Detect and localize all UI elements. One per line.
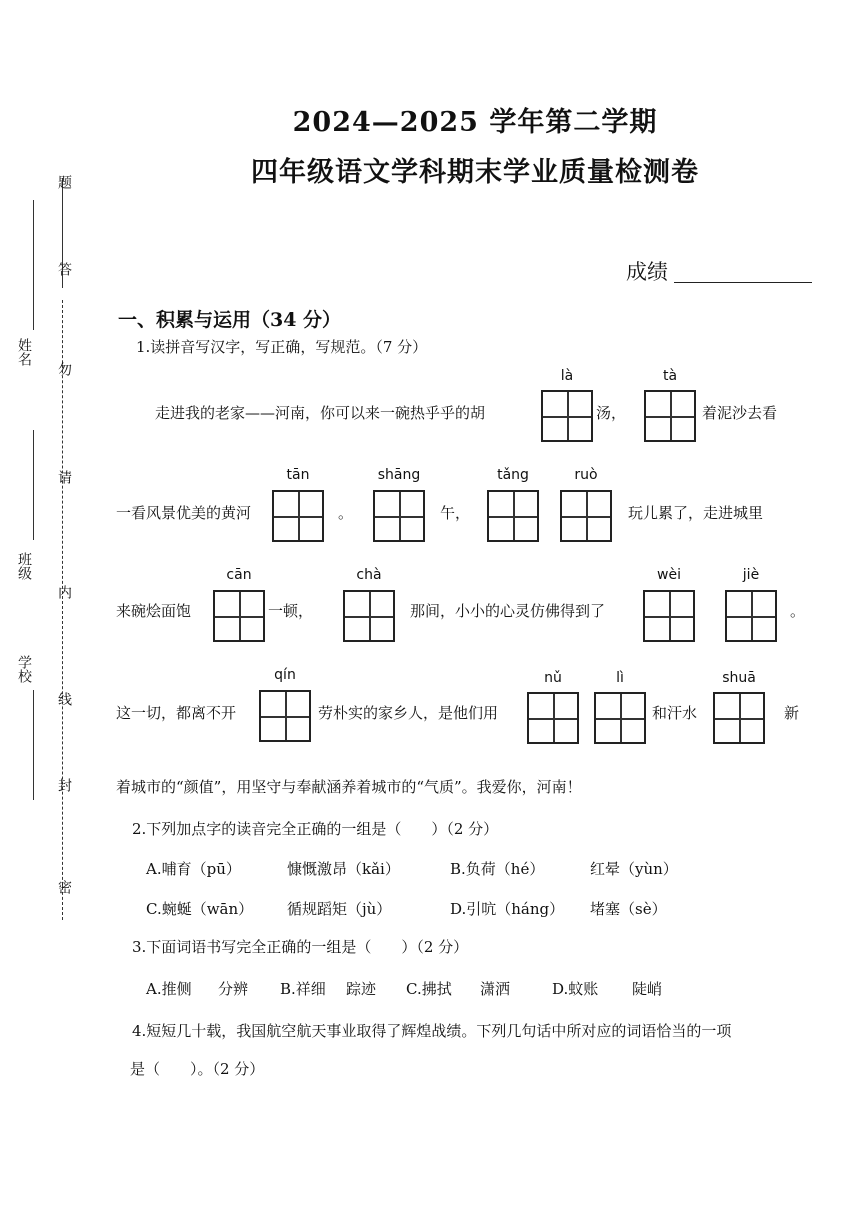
option-d[interactable]: D.蚊账: [552, 980, 599, 998]
writing-grid-box[interactable]: [343, 590, 395, 642]
question-3-prompt: 3.下面词语书写完全正确的一组是（ ）（2 分）: [132, 938, 469, 956]
passage-text: 。: [790, 602, 806, 620]
seal-word: 勿: [56, 362, 72, 376]
pinyin-label: tān: [286, 467, 310, 483]
seal-word: 请: [56, 470, 72, 484]
writing-grid-box[interactable]: [373, 490, 425, 542]
option-c[interactable]: C.拂拭: [406, 980, 452, 998]
question-4-prompt-cont: 是（ ）。（2 分）: [130, 1060, 265, 1078]
writing-grid-box[interactable]: [594, 692, 646, 744]
writing-grid-box[interactable]: [560, 490, 612, 542]
writing-grid-box[interactable]: [527, 692, 579, 744]
score-label: 成绩: [626, 260, 668, 284]
writing-grid-box[interactable]: [541, 390, 593, 442]
exam-title-line2: 四年级语文学科期末学业质量检测卷: [251, 157, 699, 188]
passage-text: 午，: [440, 504, 471, 522]
passage-text: 着泥沙去看: [702, 404, 778, 422]
option-a-word: 慷慨激昂（kǎi）: [287, 860, 400, 878]
exam-title-line1: 2024—2025 学年第二学期: [292, 107, 658, 138]
option-d-word: 堵塞（sè）: [590, 900, 667, 918]
pinyin-label: jiè: [742, 567, 760, 583]
seal-word: 内: [56, 585, 72, 599]
seal-word: 线: [56, 692, 72, 706]
score-input-line[interactable]: [674, 282, 812, 283]
passage-text: 。: [338, 504, 354, 522]
school-field-line[interactable]: [33, 690, 34, 800]
writing-grid-box[interactable]: [644, 390, 696, 442]
writing-grid-box[interactable]: [725, 590, 777, 642]
class-field-line[interactable]: [33, 430, 34, 540]
pinyin-label: wèi: [657, 567, 681, 583]
pinyin-label: lì: [616, 670, 624, 686]
option-b[interactable]: B.祥细: [280, 980, 326, 998]
option-a[interactable]: A.推侧: [146, 980, 192, 998]
question-1-prompt: 1.读拼音写汉字，写正确，写规范。（7 分）: [136, 338, 428, 356]
passage-text: 玩儿累了，走进城里: [628, 504, 764, 522]
pinyin-label: nǔ: [544, 670, 562, 686]
pinyin-label: chà: [356, 567, 382, 583]
pinyin-label: cān: [226, 567, 252, 583]
passage-text: 走进我的老家——河南，你可以来一碗热乎乎的胡: [155, 404, 486, 422]
option-b-word: 踪迹: [346, 980, 377, 998]
seal-word: 答: [56, 262, 72, 276]
passage-text: 新: [784, 704, 800, 722]
seal-word: 封: [56, 778, 72, 792]
option-d-word: 陡峭: [632, 980, 663, 998]
option-c-word: 循规蹈矩（jù）: [287, 900, 392, 918]
class-field-label: 班级: [16, 552, 32, 580]
option-d[interactable]: D.引吭（háng）: [450, 900, 565, 918]
passage-text: 和汗水: [652, 704, 698, 722]
pinyin-label: là: [560, 368, 574, 384]
option-b[interactable]: B.负荷（hé）: [450, 860, 545, 878]
name-field-label: 姓名: [16, 338, 32, 366]
option-b-word: 红晕（yùn）: [590, 860, 678, 878]
passage-text: 劳朴实的家乡人，是他们用: [318, 704, 499, 722]
writing-grid-box[interactable]: [713, 692, 765, 744]
writing-grid-box[interactable]: [213, 590, 265, 642]
question-2-prompt: 2.下列加点字的读音完全正确的一组是（ ）（2 分）: [132, 820, 499, 838]
pinyin-label: tà: [662, 368, 678, 384]
question-4-prompt: 4.短短几十载，我国航空航天事业取得了辉煌战绩。下列几句话中所对应的词语恰当的一项: [132, 1022, 732, 1040]
writing-grid-box[interactable]: [643, 590, 695, 642]
seal-word: 题: [56, 175, 72, 189]
writing-grid-box[interactable]: [272, 490, 324, 542]
option-c[interactable]: C.蜿蜒（wān）: [146, 900, 254, 918]
pinyin-label: tǎng: [497, 467, 529, 483]
margin-dashed-rule: [62, 300, 63, 920]
section-heading: 一、积累与运用（34 分）: [118, 309, 342, 331]
pinyin-label: qín: [274, 667, 296, 683]
name-field-line[interactable]: [33, 200, 34, 330]
passage-text: 着城市的“颜值”，用坚守与奉献涵养着城市的“气质”。我爱你，河南！: [116, 778, 582, 796]
passage-text: 汤，: [596, 404, 627, 422]
writing-grid-box[interactable]: [259, 690, 311, 742]
passage-text: 一看风景优美的黄河: [116, 504, 252, 522]
writing-grid-box[interactable]: [487, 490, 539, 542]
passage-text: 来碗烩面饱: [116, 602, 192, 620]
option-a-word: 分辨: [218, 980, 249, 998]
passage-text: 那间，小小的心灵仿佛得到了: [410, 602, 606, 620]
pinyin-label: shuā: [722, 670, 756, 686]
seal-word: 密: [56, 880, 72, 894]
pinyin-label: ruò: [574, 467, 598, 483]
passage-text: 一顿，: [268, 602, 314, 620]
school-field-label: 学校: [16, 655, 32, 683]
passage-text: 这一切，都离不开: [116, 704, 237, 722]
pinyin-label: shāng: [377, 467, 421, 483]
option-c-word: 潇洒: [480, 980, 511, 998]
option-a[interactable]: A.哺育（pū）: [146, 860, 241, 878]
